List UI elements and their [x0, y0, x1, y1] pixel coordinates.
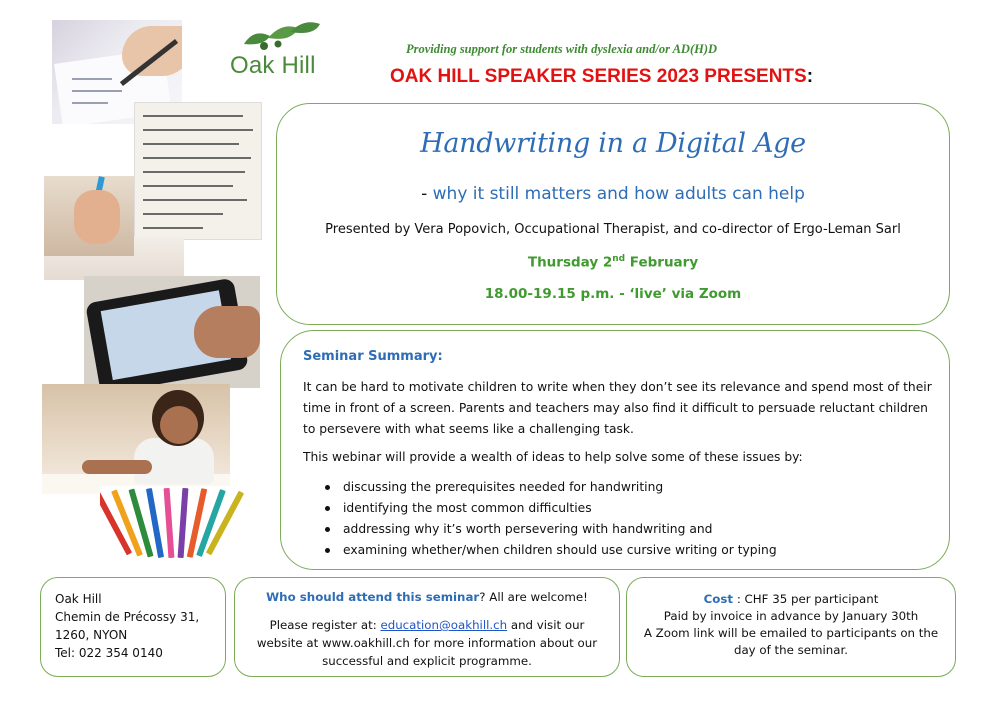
date-suffix: nd: [612, 254, 626, 264]
address-street: Chemin de Précossy 31,: [55, 610, 200, 624]
subtitle-text: why it still matters and how adults can help: [432, 184, 805, 204]
event-box: [276, 103, 950, 325]
tagline: Providing support for students with dyslexia and/or AD(H)D: [406, 42, 718, 56]
child-writing-photo: [42, 384, 230, 494]
date-month: February: [625, 254, 699, 271]
series-title: [390, 66, 813, 88]
bullet-dot-icon: [325, 548, 330, 553]
register-text: [247, 616, 607, 670]
cost-line-4: day of the seminar.: [733, 643, 849, 657]
address-tel: Tel: 022 354 0140: [55, 646, 163, 660]
tablet-typing-photo: [84, 276, 260, 388]
event-date: [277, 254, 949, 271]
email-link[interactable]: education@oakhill.ch: [380, 618, 508, 632]
series-title-text: OAK HILL SPEAKER SERIES 2023 PRESENTS: [390, 66, 807, 87]
bullet-item: [325, 519, 925, 540]
bullet-dot-icon: [325, 506, 330, 511]
bullet-text: examining whether/when children should use cursive writing or typing: [343, 543, 777, 557]
date-prefix: Thursday 2: [527, 254, 613, 271]
event-title: Handwriting in a Digital Age: [420, 128, 806, 159]
bullet-item: [325, 498, 925, 519]
bullet-dot-icon: [325, 527, 330, 532]
summary-box: [280, 330, 950, 570]
oak-leaves-icon: [234, 18, 324, 54]
attend-answer: ? All are welcome!: [479, 590, 588, 604]
event-presenter: Presented by Vera Popovich, Occupational Therapist, and co-director of Ergo-Leman Sarl: [325, 222, 901, 237]
summary-paragraph-1: It can be hard to motivate children to write when they don’t see its relevance and spend most of their time in front of a screen. Parents and teachers may also find it difficult to persuade reluctant children to persevere with what seems like a challenging task.: [303, 380, 932, 436]
bullet-text: identifying the most common difficulties: [343, 501, 592, 515]
cost-line-2: Paid by invoice in advance by January 30th: [663, 609, 919, 623]
series-title-colon: :: [806, 66, 814, 87]
address-name: Oak Hill: [55, 592, 102, 606]
event-time: 18.00-19.15 p.m. - ‘live’ via Zoom: [484, 286, 742, 302]
bullet-item: [325, 477, 925, 498]
subtitle-dash: -: [421, 184, 433, 204]
pencil-grip-photo: [44, 176, 134, 256]
address-city: 1260, NYON: [55, 628, 128, 642]
summary-heading: Seminar Summary:: [303, 349, 443, 364]
register-prefix: Please register at:: [269, 618, 381, 632]
event-subtitle: [277, 184, 949, 204]
colored-pencils-photo: [100, 486, 250, 560]
bullet-item: [325, 540, 925, 561]
cost-line-3: A Zoom link will be emailed to participants on the: [643, 626, 939, 640]
bullet-text: addressing why it’s worth persevering with handwriting and: [343, 522, 713, 536]
cost-label: Cost: [703, 592, 734, 606]
address-box: [40, 577, 226, 677]
cost-box: [626, 577, 956, 677]
attend-question-highlight: Who should attend this seminar: [266, 590, 480, 604]
cost-line-1: [627, 592, 955, 606]
summary-bullet-list: [325, 477, 925, 561]
attend-question: [235, 590, 619, 604]
bullet-dot-icon: [325, 485, 330, 490]
handwriting-sample-photo: [134, 102, 262, 240]
register-box: [234, 577, 620, 677]
bullet-text: discussing the prerequisites needed for handwriting: [343, 480, 664, 494]
oak-hill-logo: [228, 18, 338, 82]
logo-name: Oak Hill: [230, 52, 316, 79]
summary-paragraph-2: This webinar will provide a wealth of ideas to help solve some of these issues by:: [303, 450, 803, 464]
cost-value: : CHF 35 per participant: [733, 592, 879, 606]
register-rest: and visit our website at www.oakhill.ch for more information about our successful and explicit programme.: [256, 618, 598, 668]
